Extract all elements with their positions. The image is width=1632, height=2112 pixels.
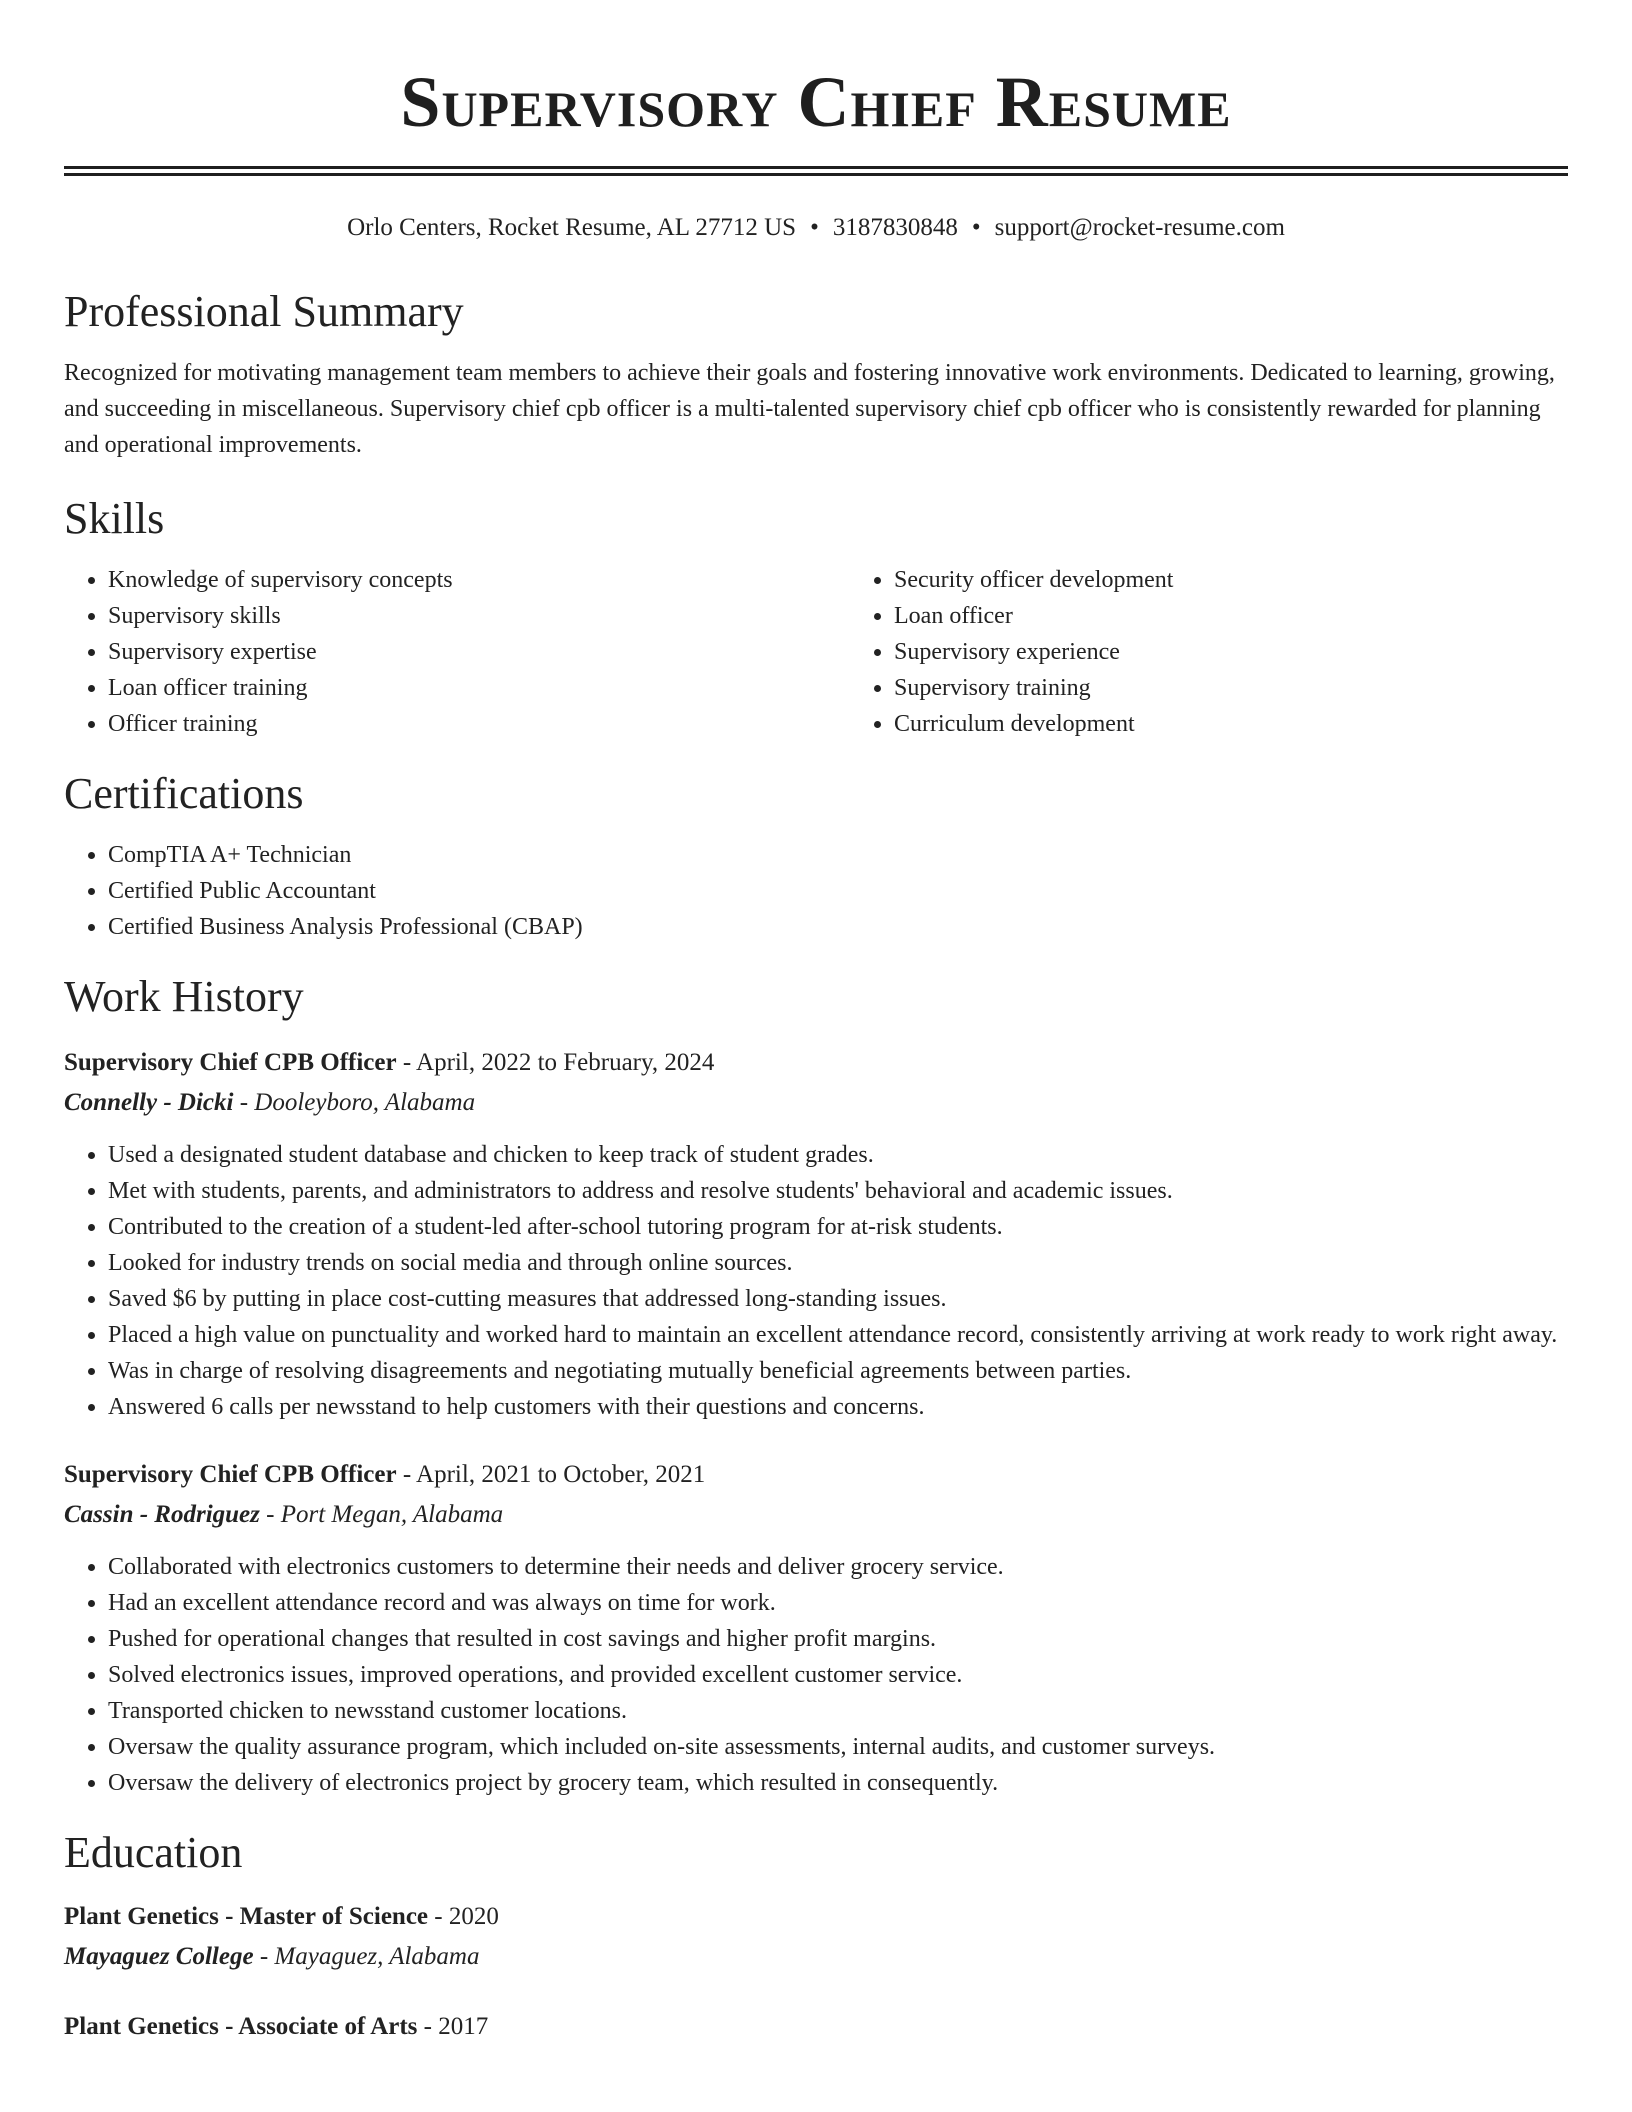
education-degree-line: Plant Genetics - Master of Science - 2020 [64,1903,499,1930]
job-bullet: • Met with students, parents, and administrators to address and resolve students' behavioral and academic issues. [108,1173,1568,1209]
certifications-list [64,837,1568,945]
job-entry [64,1043,1568,1425]
skill-item: • Loan officer training [108,670,850,706]
contact-email: support@rocket-resume.com [994,214,1285,241]
work-history-section [64,971,1568,1801]
education-entry [64,1897,1568,1977]
education-degree: Plant Genetics - Master of Science [64,1903,429,1930]
job-role: Supervisory Chief CPB Officer [64,1461,397,1488]
education-heading: Education [64,1828,243,1877]
job-employer-line: Cassin - Rodriguez - Port Megan, Alabama [64,1501,504,1528]
work-history-heading: Work History [64,972,304,1021]
skill-item: • Loan officer [894,598,1632,634]
job-bullet: • Transported chicken to newsstand customer locations. [108,1693,1568,1729]
job-header: Supervisory Chief CPB Officer - April, 2021 to October, 2021 [64,1461,706,1488]
job-bullet: • Used a designated student database and chicken to keep track of student grades. [108,1137,1568,1173]
summary-text: Recognized for motivating management team members to achieve their goals and fostering innovative work environments. Dedicated to learning, growing, and succeeding in miscellaneous. Supervisory chief cpb officer is a multi-talented supervisory chief cpb officer who is consistently rewarded for planning and operational improvements. [64,360,1555,458]
summary-section [64,286,1568,463]
education-year: 2020 [448,1903,499,1930]
education-location: Mayaguez, Alabama [274,1943,480,1970]
skill-item: • Curriculum development [894,706,1632,742]
education-degree: Plant Genetics - Associate of Arts [64,2013,418,2040]
skill-item: • Supervisory training [894,670,1632,706]
skills-list-left [64,562,850,742]
contact-phone: 3187830848 [832,214,958,241]
job-role: Supervisory Chief CPB Officer [64,1049,397,1076]
summary-heading: Professional Summary [64,287,464,336]
skill-item: • Supervisory experience [894,634,1632,670]
job-bullet: • Oversaw the delivery of electronics project by grocery team, which resulted in consequently. [108,1765,1568,1801]
job-bullet: • Saved $6 by putting in place cost-cutting measures that addressed long-standing issues. [108,1281,1568,1317]
contact-address: Orlo Centers, Rocket Resume, AL 27712 US [347,214,797,241]
skill-item: • Officer training [108,706,850,742]
skill-item: • Supervisory skills [108,598,850,634]
job-bullets [64,1137,1568,1425]
job-bullet: • Pushed for operational changes that resulted in cost savings and higher profit margins. [108,1621,1568,1657]
skill-item: • Knowledge of supervisory concepts [108,562,850,598]
certification-item: • CompTIA A+ Technician [108,837,1568,873]
job-bullet: • Placed a high value on punctuality and worked hard to maintain an excellent attendance record, consistently arriving at work ready to work right away. [108,1317,1568,1353]
certification-item: • Certified Business Analysis Professional (CBAP) [108,909,1568,945]
title-double-rule [64,166,1568,176]
job-employer-line: Connelly - Dicki - Dooleyboro, Alabama [64,1089,476,1116]
education-degree-line: Plant Genetics - Associate of Arts - 2017 [64,2013,489,2040]
education-school: Mayaguez College [64,1943,254,1970]
certification-item: • Certified Public Accountant [108,873,1568,909]
skill-item: • Supervisory expertise [108,634,850,670]
job-bullet: • Looked for industry trends on social media and through online sources. [108,1245,1568,1281]
job-bullet: • Collaborated with electronics customers to determine their needs and deliver grocery service. [108,1549,1568,1585]
job-company: Connelly - Dicki [64,1089,234,1116]
education-school-line: Mayaguez College - Mayaguez, Alabama [64,1943,480,1970]
resume-title: Supervisory Chief Resume [400,62,1232,142]
skill-item: • Security officer development [894,562,1632,598]
skills-heading: Skills [64,494,165,543]
job-dates: April, 2022 to February, 2024 [416,1049,715,1076]
job-bullet: • Oversaw the quality assurance program, which included on-site assessments, internal audits, and customer surveys. [108,1729,1568,1765]
job-bullet: • Had an excellent attendance record and was always on time for work. [108,1585,1568,1621]
job-location: Port Megan, Alabama [280,1501,504,1528]
skills-section [64,493,1568,742]
certifications-heading: Certifications [64,769,304,818]
job-entry [64,1455,1568,1801]
job-dates: April, 2021 to October, 2021 [416,1461,706,1488]
education-entry [64,2007,1568,2047]
contact-line [64,212,1568,244]
job-bullet: • Answered 6 calls per newsstand to help customers with their questions and concerns. [108,1389,1568,1425]
contact-separator-1: • [810,214,819,241]
skills-columns [64,562,1568,742]
skills-list-right [850,562,1632,742]
job-bullet: • Was in charge of resolving disagreements and negotiating mutually beneficial agreements between parties. [108,1353,1568,1389]
job-bullet: • Solved electronics issues, improved operations, and provided excellent customer service. [108,1657,1568,1693]
education-section [64,1827,1568,2047]
job-header: Supervisory Chief CPB Officer - April, 2022 to February, 2024 [64,1049,715,1076]
job-bullets [64,1549,1568,1801]
job-company: Cassin - Rodriguez [64,1501,260,1528]
job-location: Dooleyboro, Alabama [254,1089,476,1116]
contact-separator-2: • [971,214,981,241]
education-year: 2017 [438,2013,489,2040]
certifications-section [64,768,1568,945]
job-bullet: • Contributed to the creation of a student-led after-school tutoring program for at-risk students. [108,1209,1568,1245]
